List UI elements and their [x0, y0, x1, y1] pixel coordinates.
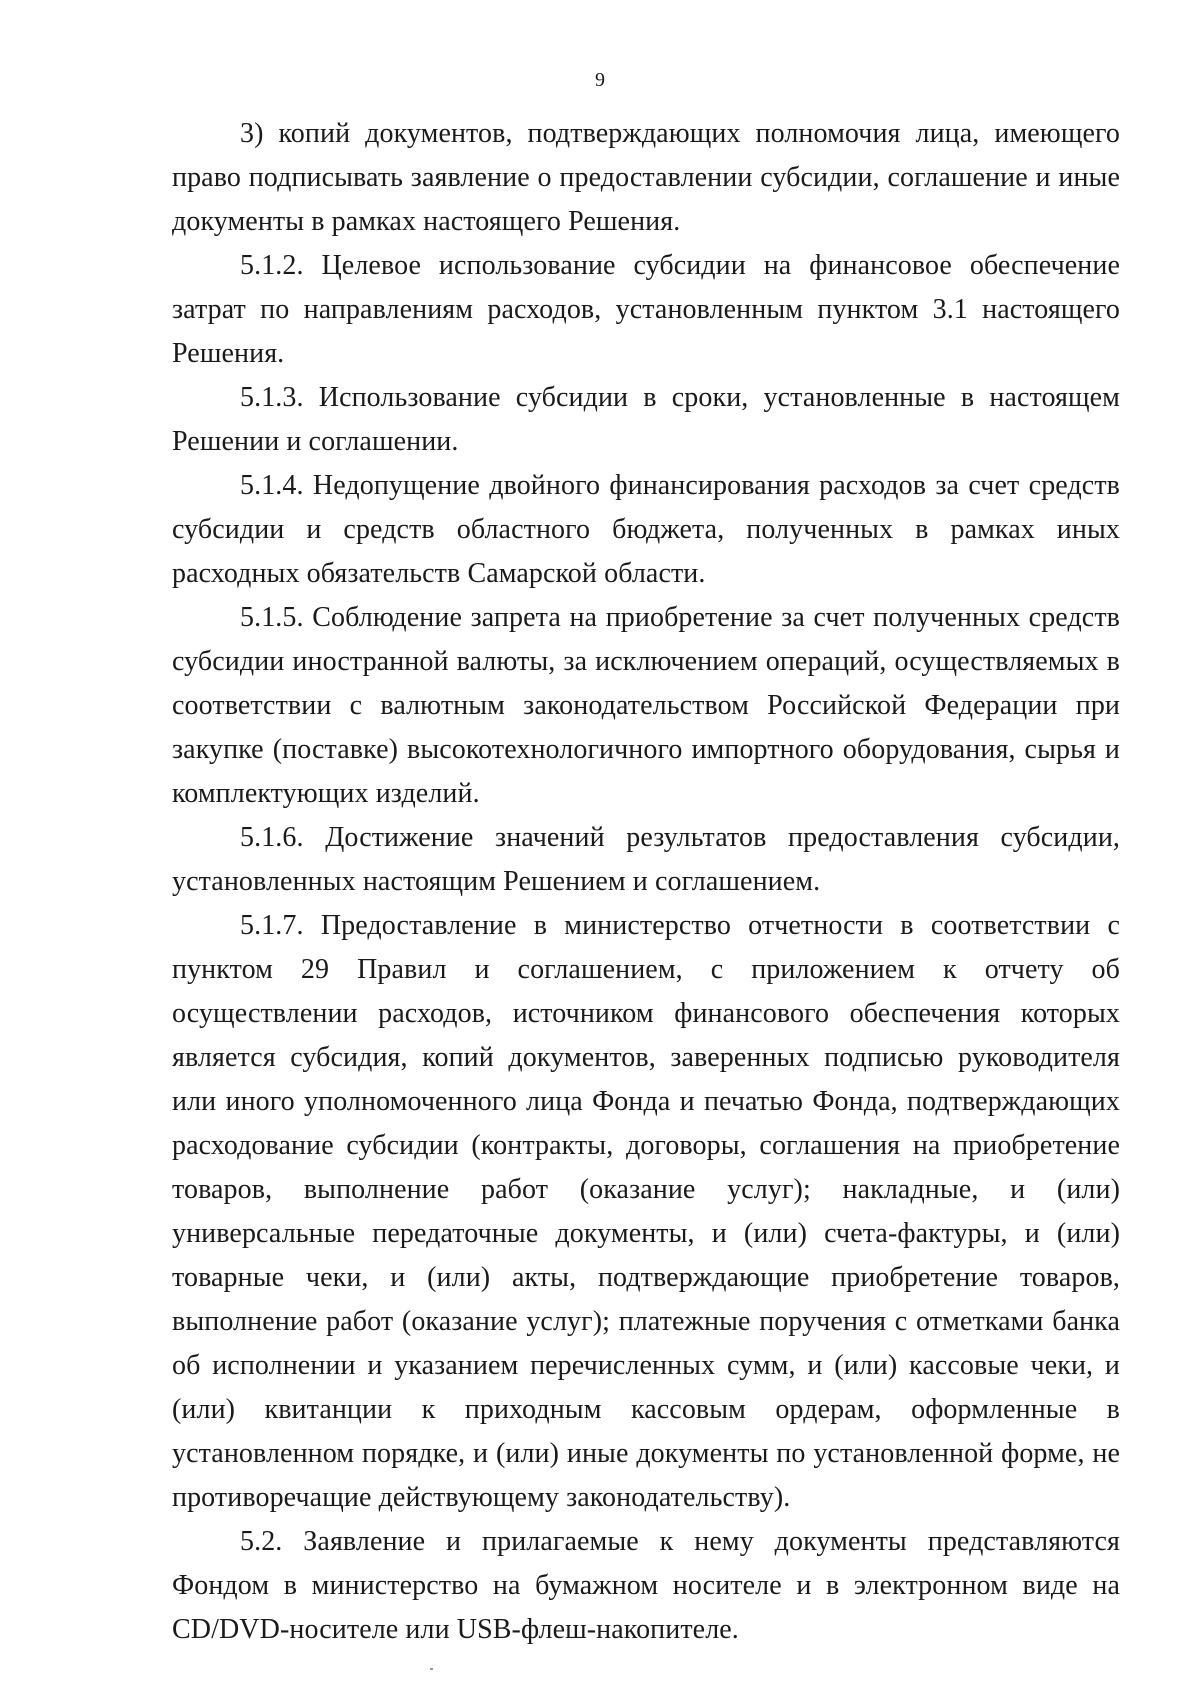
- paragraph-5-1-4: 5.1.4. Недопущение двойного финансирования расходов за счет средств субсидии и средств областного бюджета, полученных в рамках иных расходных обязательств Самарской области.: [172, 470, 1120, 589]
- page-number: 9: [595, 69, 605, 91]
- paragraph-5-1-5: 5.1.5. Соблюдение запрета на приобретение за счет полученных средств субсидии иностранной валюты, за исключением операций, осуществляемых в соответствии с валютным законодательством Российской Федерации при закупке (поставке) высокотехнологичного импортного оборудования, сырья и комплектующих изделий.: [172, 602, 1120, 809]
- scan-speck: [430, 1668, 433, 1670]
- paragraph-5-1-2: 5.1.2. Целевое использование субсидии на финансовое обеспечение затрат по направлениям расходов, установленным пунктом 3.1 настоящего Решения.: [172, 250, 1120, 369]
- paragraph-copies-of-documents: 3) копий документов, подтверждающих полномочия лица, имеющего право подписывать заявление о предоставлении субсидии, соглашение и иные документы в рамках настоящего Решения.: [172, 118, 1120, 237]
- paragraph-5-1-6: 5.1.6. Достижение значений результатов предоставления субсидии, установленных настоящим Решением и соглашением.: [172, 822, 1120, 897]
- paragraph-5-2: 5.2. Заявление и прилагаемые к нему документы представляются Фондом в министерство на бумажном носителе и в электронном виде на CD/DVD-носителе или USB-флеш-накопителе.: [172, 1526, 1120, 1645]
- paragraph-5-1-3: 5.1.3. Использование субсидии в сроки, установленные в настоящем Решении и соглашении.: [172, 382, 1120, 457]
- paragraph-5-1-7: 5.1.7. Предоставление в министерство отчетности в соответствии с пунктом 29 Правил и соглашением, с приложением к отчету об осуществлении расходов, источником финансового обеспечения которых является субсидия, копий документов, заверенных подписью руководителя или иного уполномоченного лица Фонда и печатью Фонда, подтверждающих расходование субсидии (контракты, договоры, соглашения на приобретение товаров, выполнение работ (оказание услуг); накладные, и (или) универсальные передаточные документы, и (или) счета-фактуры, и (или) товарные чеки, и (или) акты, подтверждающие приобретение товаров, выполнение работ (оказание услуг); платежные поручения с отметками банка об исполнении и указанием перечисленных сумм, и (или) кассовые чеки, и (или) квитанции к приходным кассовым ордерам, оформленные в установленном порядке, и (или) иные документы по установленной форме, не противоречащие действующему законодательству).: [172, 910, 1120, 1513]
- document-body: [172, 112, 1120, 1652]
